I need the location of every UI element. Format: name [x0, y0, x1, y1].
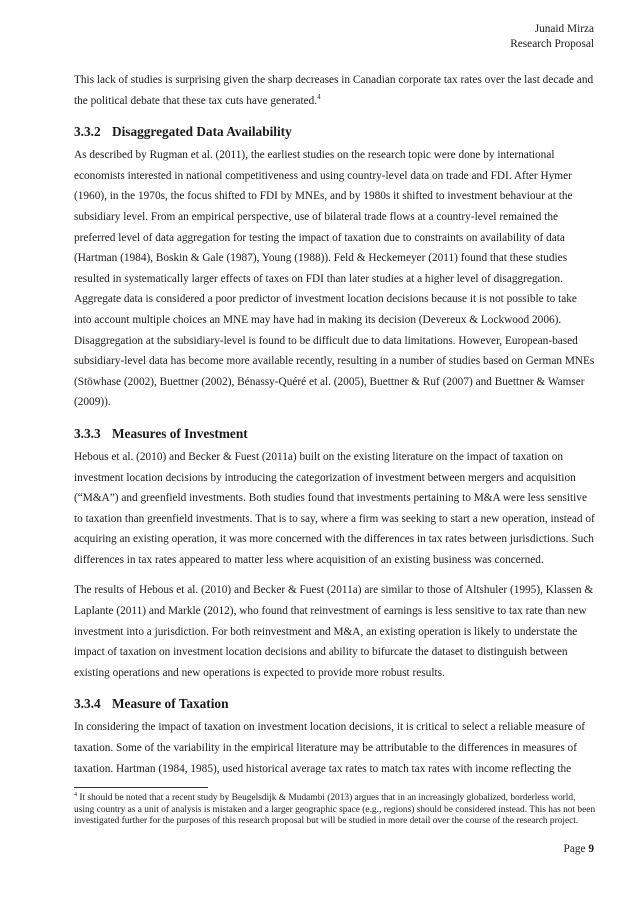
intro-text: This lack of studies is surprising given the sharp decreases in Canadian corporate tax rates over the last decade and the political debate that these tax cuts have generated. — [74, 74, 594, 107]
footnote — [74, 793, 596, 828]
page-header — [510, 22, 594, 52]
footnote-marker: 4 — [74, 791, 77, 798]
section-number: 3.3.2 — [74, 124, 101, 140]
footnote-text: It should be noted that a recent study by Beugelsdijk & Mudambi (2013) argues that in an increasingly globalized, borderless world, using country as a unit of analysis is mistaken and a larger geographic space (e.g., regions) should be considered instead. This has not been investigated further for the purposes of this research proposal but will be studied in more detail over the course of the research project. — [74, 793, 596, 827]
section-title: Disaggregated Data Availability — [112, 124, 292, 140]
footnote-separator — [74, 787, 208, 788]
page-number — [564, 843, 594, 855]
paragraph: The results of Hebous et al. (2010) and Becker & Fuest (2011a) are similar to those of Altshuler (1995), Klassen & Laplante (2011) and Markle (2012), who found that reinvestment of earnings is less sensitive to tax rate than new investment into a jurisdiction. For both reinvestment and M&A, an existing operation is likely to understate the impact of taxation on investment location decisions and ability to bifurcate the dataset to distinguish between existing operations and new operations is expected to provide more robust results. — [74, 584, 594, 679]
footnote-reference[interactable]: 4 — [317, 92, 321, 101]
body-text — [74, 70, 596, 789]
section-heading-3-3-3 — [74, 423, 596, 445]
header-author: Junaid Mirza — [534, 23, 594, 35]
paragraph: In considering the impact of taxation on investment location decisions, it is critical to select a reliable measure of taxation. Some of the variability in the empirical literature may be attributable to the differences in measures of taxation. Hartman (1984, 1985), used historical average tax rates to match tax rates with income reflecting the — [74, 721, 586, 775]
page-number-value: 9 — [588, 843, 594, 855]
intro-paragraph — [74, 70, 596, 111]
page-label: Page — [563, 843, 586, 855]
header-doc-type: Research Proposal — [510, 38, 594, 50]
paragraph: As described by Rugman et al. (2011), the earliest studies on the research topic were done by international economists interested in national competitiveness and using country-level data on trade and FDI. After Hymer (1960), in the 1970s, the focus shifted to FDI by MNEs, and by 1980s it shifted to investment behaviour at the subsidiary level. From an empirical perspective, use of bilateral trade flows at a country-level remained the preferred level of data aggregation for testing the impact of taxation due to constraints on availability of data (Hartman (1984), Boskin & Gale (1987), Young (1988)). Feld & Heckemeyer (2011) found that these studies resulted in systematically larger effects of taxes on FDI than later studies at a higher level of disaggregation. Aggregate data is considered a poor predictor of investment location decisions because it is not possible to take into account multiple choices an MNE may have had in making its decision (Devereux & Lockwood 2006). Disaggregation at the subsidiary-level is found to be difficult due to data limitations. However, European-based subsidiary-level data has become more available recently, resulting in a number of studies based on German MNEs (Stöwhase (2002), Buettner (2002), Bénassy-Quéré et al. (2005), Buettner & Ruf (2007) and Buettner & Wamser (2009)). — [74, 149, 595, 409]
section-number: 3.3.4 — [74, 696, 101, 712]
section-title: Measures of Investment — [112, 425, 248, 441]
section-title: Measure of Taxation — [112, 696, 229, 712]
section-heading-3-3-2 — [74, 121, 596, 143]
section-number: 3.3.3 — [74, 425, 101, 441]
section-heading-3-3-4 — [74, 693, 596, 715]
paragraph: Hebous et al. (2010) and Becker & Fuest (2011a) built on the existing literature on the impact of taxation on investment location decisions by introducing the categorization of investment between mergers and acquisition (“M&A”) and greenfield investments. Both studies found that investments pertaining to M&A were less sensitive to taxation than greenfield investments. That is to say, where a firm was seeking to start a new operation, instead of acquiring an existing operation, it was more concerned with the differences in tax rates between jurisdictions. Such differences in tax rates appeared to matter less where acquisition of an existing business was concerned. — [74, 450, 595, 566]
